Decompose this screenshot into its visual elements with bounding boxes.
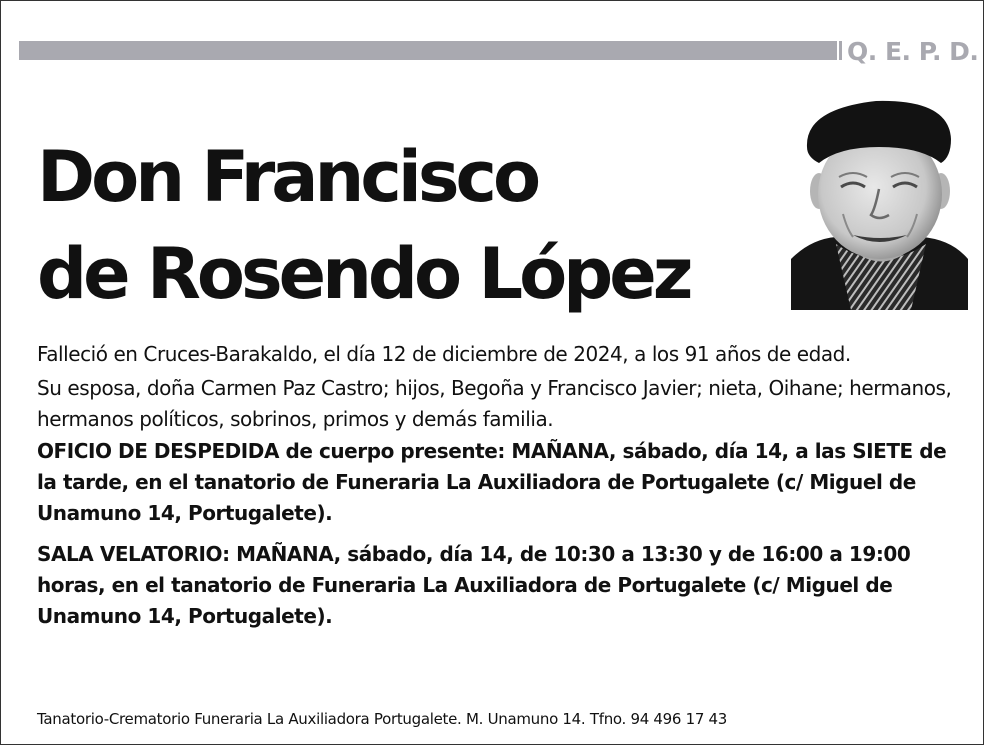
death-paragraph: Falleció en Cruces-Barakaldo, el día 12 de diciembre de 2024, a los 91 años de edad. [37,342,851,366]
deceased-name [37,129,690,323]
notice-body [37,339,967,632]
funeral-home-footer: Tanatorio-Crematorio Funeraria La Auxiliadora Portugalete. M. Unamuno 14. Tfno. 94 496 17 43 [37,710,728,728]
portrait-photo [791,99,968,310]
name-line-1: Don Francisco [37,136,538,218]
vigil-paragraph: SALA VELATORIO: MAÑANA, sábado, día 14, de 10:30 a 13:30 y de 16:00 a 19:00 horas, en el tanatorio de Funeraria La Auxiliadora de Portugalete (c/ Miguel de Unamuno 14, Portugalete). [37,542,911,628]
funeral-paragraph: OFICIO DE DESPEDIDA de cuerpo presente: MAÑANA, sábado, día 14, a las SIETE de la tarde, en el tanatorio de Funeraria La Auxiliadora de Portugalete (c/ Miguel de Unamuno 14, Portugalete). [37,439,947,525]
header-band [19,41,837,60]
qepd-label: Q. E. P. D. [847,37,979,66]
header-band-end [839,41,842,60]
name-line-2: de Rosendo López [37,233,690,315]
family-paragraph: Su esposa, doña Carmen Paz Castro; hijos, Begoña y Francisco Javier; nieta, Oihane; hermanos, hermanos políticos, sobrinos, primos y demás familia. [37,376,952,431]
